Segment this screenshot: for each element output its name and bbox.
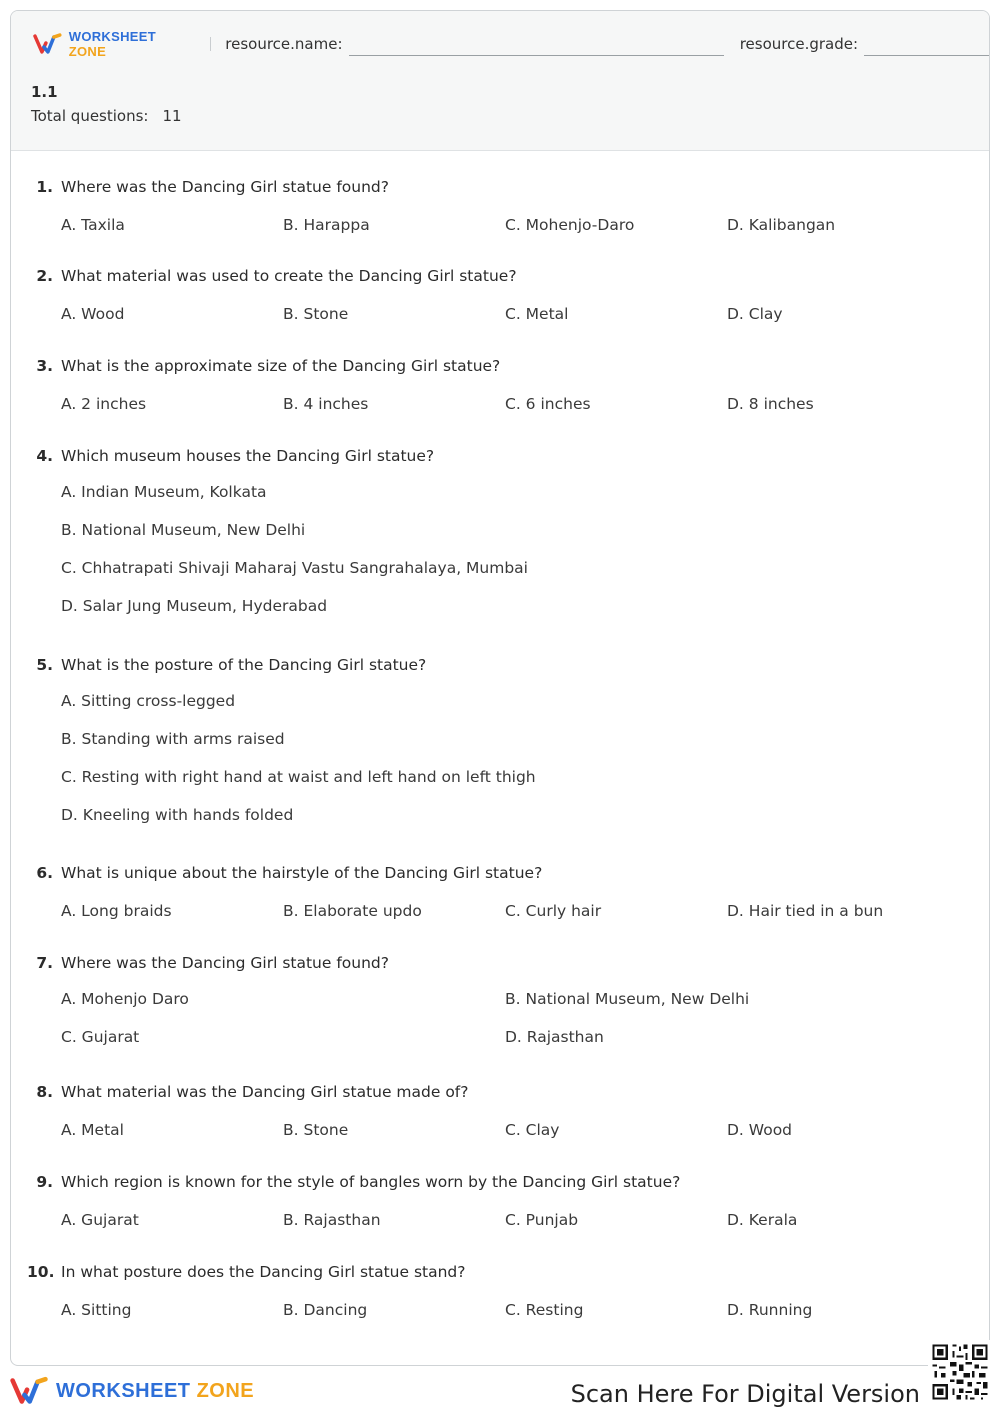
worksheet-code: 1.1 bbox=[31, 83, 58, 101]
question-2 bbox=[27, 267, 967, 323]
option-a[interactable]: A. Sitting bbox=[61, 1301, 132, 1319]
option-b[interactable]: B. Standing with arms raised bbox=[61, 730, 285, 748]
worksheet-meta bbox=[31, 83, 182, 125]
header-divider bbox=[210, 37, 211, 51]
question-number: 2. bbox=[36, 267, 53, 285]
question-text: In what posture does the Dancing Girl statue stand? bbox=[61, 1263, 466, 1281]
total-questions: Total questions: 11 bbox=[31, 107, 182, 125]
resource-grade-label: resource.grade: bbox=[739, 35, 859, 53]
question-text: What is unique about the hairstyle of the Dancing Girl statue? bbox=[61, 864, 543, 882]
option-c[interactable]: C. 6 inches bbox=[505, 395, 591, 413]
option-b[interactable]: B. Stone bbox=[283, 305, 349, 323]
option-a[interactable]: A. Wood bbox=[61, 305, 125, 323]
option-c[interactable]: C. Resting bbox=[505, 1301, 584, 1319]
question-number: 4. bbox=[36, 447, 53, 465]
question-number: 5. bbox=[36, 656, 53, 674]
question-7 bbox=[27, 954, 967, 1046]
resource-name-label: resource.name: bbox=[225, 35, 343, 53]
option-d[interactable]: D. Running bbox=[727, 1301, 813, 1319]
option-a[interactable]: A. Long braids bbox=[61, 902, 172, 920]
question-6 bbox=[27, 864, 967, 920]
question-text: Which region is known for the style of bangles worn by the Dancing Girl statue? bbox=[61, 1173, 681, 1191]
option-d[interactable]: D. 8 inches bbox=[727, 395, 814, 413]
question-number: 6. bbox=[36, 864, 53, 882]
option-a[interactable]: A. Gujarat bbox=[61, 1211, 139, 1229]
question-text: Which museum houses the Dancing Girl statue? bbox=[61, 447, 435, 465]
question-text: What is the posture of the Dancing Girl statue? bbox=[61, 656, 427, 674]
footer-brand-name: WORKSHEET ZONE bbox=[56, 1379, 255, 1402]
option-c[interactable]: C. Mohenjo-Daro bbox=[505, 216, 635, 234]
option-a[interactable]: A. Sitting cross-legged bbox=[61, 692, 236, 710]
question-number: 8. bbox=[36, 1083, 53, 1101]
worksheet-header bbox=[11, 11, 989, 151]
option-a[interactable]: A. Mohenjo Daro bbox=[61, 990, 189, 1008]
option-d[interactable]: D. Wood bbox=[727, 1121, 793, 1139]
option-c[interactable]: C. Resting with right hand at waist and left hand on left thigh bbox=[61, 768, 536, 786]
worksheet-zone-logo-icon bbox=[33, 33, 65, 55]
option-d[interactable]: D. Rajasthan bbox=[505, 1028, 604, 1046]
question-text: What is the approximate size of the Dancing Girl statue? bbox=[61, 357, 501, 375]
scan-instruction: Scan Here For Digital Version bbox=[570, 1380, 920, 1408]
question-number: 7. bbox=[36, 954, 53, 972]
question-1 bbox=[27, 178, 967, 234]
question-10 bbox=[27, 1263, 967, 1319]
resource-grade-field[interactable] bbox=[864, 42, 990, 56]
question-number: 3. bbox=[36, 357, 53, 375]
option-b[interactable]: B. Harappa bbox=[283, 216, 370, 234]
option-d[interactable]: D. Kerala bbox=[727, 1211, 798, 1229]
option-b[interactable]: B. National Museum, New Delhi bbox=[505, 990, 750, 1008]
resource-name-field[interactable] bbox=[349, 42, 724, 56]
question-number: 1. bbox=[36, 178, 53, 196]
question-9 bbox=[27, 1173, 967, 1229]
option-d[interactable]: D. Kneeling with hands folded bbox=[61, 806, 294, 824]
option-a[interactable]: A. Indian Museum, Kolkata bbox=[61, 483, 267, 501]
question-8 bbox=[27, 1083, 967, 1139]
option-a[interactable]: A. Metal bbox=[61, 1121, 124, 1139]
option-d[interactable]: D. Hair tied in a bun bbox=[727, 902, 884, 920]
option-b[interactable]: B. 4 inches bbox=[283, 395, 369, 413]
option-b[interactable]: B. Rajasthan bbox=[283, 1211, 381, 1229]
question-text: Where was the Dancing Girl statue found? bbox=[61, 178, 389, 196]
question-3 bbox=[27, 357, 967, 413]
option-a[interactable]: A. 2 inches bbox=[61, 395, 147, 413]
option-a[interactable]: A. Taxila bbox=[61, 216, 125, 234]
option-b[interactable]: B. Elaborate updo bbox=[283, 902, 422, 920]
option-c[interactable]: C. Punjab bbox=[505, 1211, 579, 1229]
option-d[interactable]: D. Kalibangan bbox=[727, 216, 836, 234]
page-footer bbox=[0, 1368, 1000, 1414]
option-b[interactable]: B. Dancing bbox=[283, 1301, 368, 1319]
option-c[interactable]: C. Gujarat bbox=[61, 1028, 140, 1046]
worksheet-zone-logo-icon bbox=[10, 1376, 52, 1406]
question-text: What material was the Dancing Girl statue made of? bbox=[61, 1083, 469, 1101]
question-text: What material was used to create the Dancing Girl statue? bbox=[61, 267, 517, 285]
question-number: 10. bbox=[27, 1263, 55, 1281]
brand-name: WORKSHEET ZONE bbox=[68, 29, 156, 59]
option-c[interactable]: C. Curly hair bbox=[505, 902, 602, 920]
question-number: 9. bbox=[36, 1173, 53, 1191]
footer-brand bbox=[10, 1376, 254, 1406]
option-c[interactable]: C. Chhatrapati Shivaji Maharaj Vastu Sangrahalaya, Mumbai bbox=[61, 559, 528, 577]
brand-row bbox=[33, 29, 990, 59]
question-4 bbox=[27, 447, 967, 615]
option-c[interactable]: C. Metal bbox=[505, 305, 569, 323]
worksheet-sheet bbox=[10, 10, 990, 1366]
option-c[interactable]: C. Clay bbox=[505, 1121, 560, 1139]
option-d[interactable]: D. Clay bbox=[727, 305, 783, 323]
question-text: Where was the Dancing Girl statue found? bbox=[61, 954, 389, 972]
option-b[interactable]: B. Stone bbox=[283, 1121, 349, 1139]
question-5 bbox=[27, 656, 967, 824]
option-b[interactable]: B. National Museum, New Delhi bbox=[61, 521, 306, 539]
option-d[interactable]: D. Salar Jung Museum, Hyderabad bbox=[61, 597, 328, 615]
